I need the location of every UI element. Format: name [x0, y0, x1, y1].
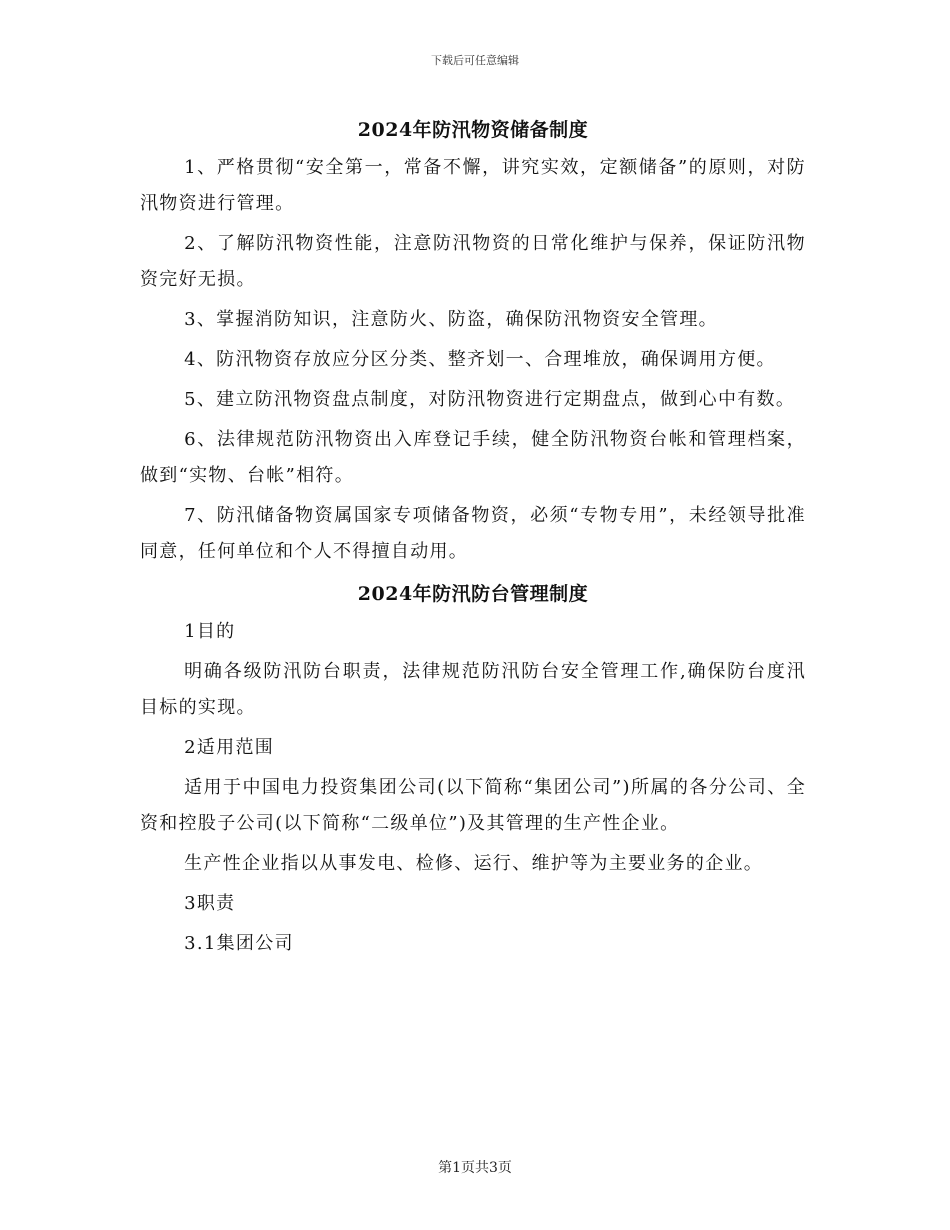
section1-item-5: 5、建立防汛物资盘点制度，对防汛物资进行定期盘点，做到心中有数。 [184, 389, 796, 410]
purpose-heading: 1目的 [184, 621, 236, 642]
section1-item-4: 4、防汛物资存放应分区分类、整齐划一、合理堆放，确保调用方便。 [184, 349, 776, 370]
section1-item-7: 7、防汛储备物资属国家专项储备物资，必须“专物专用”，未经领导批准同意，任何单位和个人不得擅自动用。 [140, 505, 806, 562]
section1-item-1: 1、严格贯彻“安全第一，常备不懈，讲究实效，定额储备”的原则，对防汛物资进行管理。 [140, 157, 806, 214]
section1-item-2: 2、了解防汛物资性能，注意防汛物资的日常化维护与保养，保证防汛物资完好无损。 [140, 233, 806, 290]
section2-title: 2024年防汛防台管理制度 [357, 583, 589, 605]
section1-item-6: 6、法律规范防汛物资出入库登记手续，健全防汛物资台帐和管理档案，做到“实物、台帐”相符。 [140, 429, 806, 486]
duty-heading: 3职责 [184, 893, 236, 914]
duty-sub-heading: 3.1集团公司 [184, 933, 294, 954]
page-footer: 第1页共3页 [438, 1160, 512, 1176]
scope-heading: 2适用范围 [184, 737, 275, 758]
scope-text-1: 适用于中国电力投资集团公司(以下简称“集团公司”)所属的各分公司、全资和控股子公司(以下简称“二级单位”)及其管理的生产性企业。 [140, 777, 806, 834]
section1-item-3: 3、掌握消防知识，注意防火、防盗，确保防汛物资安全管理。 [184, 309, 718, 330]
scope-text-2: 生产性企业指以从事发电、检修、运行、维护等为主要业务的企业。 [184, 853, 764, 874]
page-header-note: 下载后可任意编辑 [431, 54, 519, 67]
purpose-text: 明确各级防汛防台职责，法律规范防汛防台安全管理工作,确保防台度汛目标的实现。 [140, 661, 806, 718]
section1-title: 2024年防汛物资储备制度 [357, 119, 589, 141]
document-body [140, 112, 806, 966]
